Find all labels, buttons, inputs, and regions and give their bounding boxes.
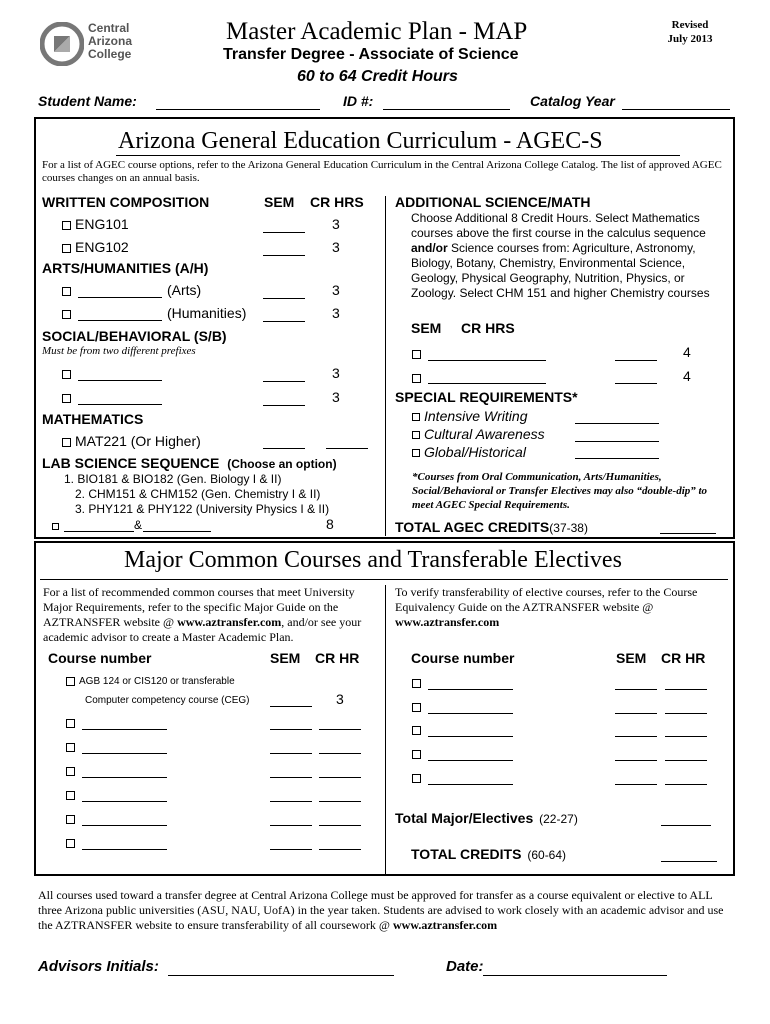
mat221-row — [62, 433, 201, 449]
social-course-field-1[interactable] — [78, 380, 162, 381]
eng102-credits: 3 — [332, 239, 340, 255]
checkbox[interactable] — [62, 244, 71, 253]
checkbox[interactable] — [62, 370, 71, 379]
major-right-sem-field-5[interactable] — [615, 784, 657, 785]
total-major-text: Total Major/Electives — [395, 810, 534, 826]
major-left-course-field-2[interactable] — [82, 753, 167, 754]
catalog-year-field[interactable] — [622, 109, 730, 110]
eng102-row — [62, 239, 129, 255]
catalog-year-label: Catalog Year — [530, 93, 615, 109]
agec-title-underline — [116, 155, 680, 156]
student-name-field[interactable] — [156, 109, 320, 110]
major-left-checkbox-6[interactable] — [66, 835, 79, 853]
ceg-sem-field[interactable] — [270, 706, 312, 707]
major-right-checkbox-3[interactable] — [412, 722, 425, 740]
major-left-checkbox-1[interactable] — [66, 715, 79, 733]
major-right-intro — [395, 585, 725, 630]
major-left-cr-field-3[interactable] — [319, 777, 361, 778]
total-agec-label — [395, 519, 588, 535]
major-left-sem-field-3[interactable] — [270, 777, 312, 778]
social-sem-field-1[interactable] — [263, 381, 305, 382]
major-right-course-field-5[interactable] — [428, 784, 513, 785]
checkbox[interactable] — [412, 413, 420, 421]
logo-text-line2: Arizona — [88, 34, 133, 48]
social-row-2 — [62, 389, 75, 405]
eng102-label: ENG102 — [75, 239, 129, 255]
major-left-cr-field-2[interactable] — [319, 753, 361, 754]
total-credits-field[interactable] — [661, 861, 717, 862]
major-right-cr-field-3[interactable] — [665, 736, 707, 737]
major-left-sem-field-6[interactable] — [270, 849, 312, 850]
total-credits-label — [411, 846, 566, 862]
major-right-checkbox-2[interactable] — [412, 699, 425, 717]
arts-sem-field[interactable] — [263, 298, 305, 299]
humanities-row — [62, 305, 75, 321]
lab-science-heading — [42, 455, 337, 471]
major-column-divider — [385, 585, 386, 875]
page-title: Master Academic Plan - MAP — [226, 18, 528, 45]
add-sci-sem-field-2[interactable] — [615, 383, 657, 384]
major-left-cr-field-6[interactable] — [319, 849, 361, 850]
add-sci-course-field-2[interactable] — [428, 383, 546, 384]
humanities-label: (Humanities) — [167, 305, 247, 321]
major-left-intro — [43, 585, 381, 645]
major-right-cr-heading: CR HR — [661, 650, 706, 666]
revised-date: July 2013 — [667, 33, 713, 45]
add-sci-heading: ADDITIONAL SCIENCE/MATH — [395, 194, 591, 210]
add-sci-sem-field-1[interactable] — [615, 360, 657, 361]
major-left-sem-heading: SEM — [270, 650, 301, 666]
humanities-credits: 3 — [332, 305, 340, 321]
agec-column-divider — [385, 196, 386, 536]
college-logo — [40, 22, 84, 66]
logo-text-line1: Central — [88, 21, 130, 35]
total-major-range: (22-27) — [539, 812, 578, 826]
sem-heading: SEM — [264, 194, 295, 210]
lab-row — [52, 519, 63, 533]
social-course-field-2[interactable] — [78, 404, 162, 405]
ceg-label: Computer competency course (CEG) — [85, 695, 250, 706]
major-right-course-heading: Course number — [411, 650, 515, 666]
major-right-sem-field-4[interactable] — [615, 760, 657, 761]
major-title-underline — [40, 579, 728, 580]
lab-science-label: LAB SCIENCE SEQUENCE — [42, 455, 220, 471]
major-right-checkbox-4[interactable] — [412, 746, 425, 764]
major-left-checkbox-2[interactable] — [66, 739, 79, 757]
aztransfer-link[interactable]: www.aztransfer.com — [395, 615, 500, 629]
math-heading: MATHEMATICS — [42, 411, 144, 427]
add-sci-course-field-1[interactable] — [428, 360, 546, 361]
aztransfer-link[interactable]: www.aztransfer.com — [392, 918, 498, 932]
advisor-initials-label: Advisors Initials: — [38, 958, 159, 975]
id-label: ID #: — [343, 93, 374, 109]
checkbox[interactable] — [62, 287, 71, 296]
lab-credits: 8 — [326, 516, 334, 532]
major-left-sem-field-5[interactable] — [270, 825, 312, 826]
add-sci-text-a: Choose Additional 8 Credit Hours. Select Mathematics courses above the first course in the calculus sequence — [411, 211, 706, 240]
page-subtitle: Transfer Degree - Associate of Science — [223, 46, 519, 63]
lab-course-field-2[interactable] — [143, 531, 211, 532]
major-left-sem-field-1[interactable] — [270, 729, 312, 730]
major-left-intro-b: , and/or see your academic advisor to create a Master Academic Plan. — [43, 615, 362, 644]
written-comp-heading: WRITTEN COMPOSITION — [42, 194, 210, 210]
cultural-row — [412, 426, 545, 442]
arts-course-field[interactable] — [78, 297, 162, 298]
major-right-intro-a: To verify transferability of elective courses, refer to the Course Equivalency Guide on the AZTRANSFER website @ — [395, 585, 698, 614]
add-sci-row-2 — [412, 369, 425, 385]
revised-label: Revised — [671, 19, 709, 31]
special-req-heading: SPECIAL REQUIREMENTS* — [395, 389, 578, 405]
major-left-cr-field-5[interactable] — [319, 825, 361, 826]
major-right-sem-field-3[interactable] — [615, 736, 657, 737]
checkbox[interactable] — [412, 374, 421, 383]
intensive-label: Intensive Writing — [424, 408, 528, 424]
arts-credits: 3 — [332, 282, 340, 298]
major-right-cr-field-1[interactable] — [665, 689, 707, 690]
social-heading: SOCIAL/BEHAVIORAL (S/B) — [42, 328, 227, 344]
checkbox[interactable] — [66, 677, 75, 686]
cultural-field[interactable] — [575, 441, 659, 442]
major-left-course-heading: Course number — [48, 650, 152, 666]
major-left-cr-heading: CR HR — [315, 650, 360, 666]
date-field[interactable] — [483, 975, 667, 976]
agec-intro: For a list of AGEC course options, refer to the Arizona General Education Curriculum in the Central Arizona College Catalog. The list of approved AGEC courses changes on an annual basis. — [42, 159, 722, 184]
add-sci-sem-heading: SEM — [411, 320, 442, 336]
footer-note — [38, 888, 734, 933]
add-sci-cr-heading: CR HRS — [461, 320, 515, 336]
cr-hrs-heading: CR HRS — [310, 194, 364, 210]
add-sci-text-b: Science courses from: Agriculture, Astronomy, Biology, Botany, Chemistry, Environmental Science, Geology, Physical Geography, Nutrition, Physics, or Zoology. Select CHM 151 and higher Chemistry courses — [411, 241, 710, 300]
logo-text-line3: College — [88, 47, 132, 61]
major-right-cr-field-5[interactable] — [665, 784, 707, 785]
total-agec-field[interactable] — [660, 533, 716, 534]
lab-option-2: 2. CHM151 & CHM152 (Gen. Chemistry I & II) — [75, 487, 321, 501]
social-credits-2: 3 — [332, 389, 340, 405]
id-field[interactable] — [383, 109, 510, 110]
arts-row — [62, 282, 75, 298]
major-right-checkbox-1[interactable] — [412, 675, 425, 693]
agb-row — [66, 676, 235, 687]
prefix-note: Must be from two different prefixes — [42, 345, 196, 357]
total-credits-range: (60-64) — [527, 848, 567, 862]
total-agec-range: (37-38) — [549, 521, 588, 535]
major-title: Major Common Courses and Transferable Electives — [124, 547, 622, 573]
eng101-sem-field[interactable] — [263, 232, 305, 233]
arts-label: (Arts) — [167, 282, 202, 298]
major-right-cr-field-4[interactable] — [665, 760, 707, 761]
total-major-label — [395, 810, 578, 826]
social-credits-1: 3 — [332, 365, 340, 381]
eng101-credits: 3 — [332, 216, 340, 232]
mat221-credits-field[interactable] — [326, 448, 368, 449]
aztransfer-link[interactable]: www.aztransfer.com — [177, 615, 282, 629]
major-right-sem-field-2[interactable] — [615, 713, 657, 714]
major-left-cr-field-4[interactable] — [319, 801, 361, 802]
global-row — [412, 444, 526, 460]
eng101-row — [62, 216, 129, 232]
intensive-row — [412, 408, 527, 424]
lab-option-1: 1. BIO181 & BIO182 (Gen. Biology I & II) — [64, 472, 282, 486]
major-left-course-field-6[interactable] — [82, 849, 167, 850]
lab-option-3: 3. PHY121 & PHY122 (University Physics I & II) — [75, 502, 330, 516]
checkbox[interactable] — [52, 523, 59, 530]
checkbox[interactable] — [412, 431, 420, 439]
checkbox[interactable] — [62, 394, 71, 403]
lab-science-option: (Choose an option) — [227, 457, 337, 471]
major-left-sem-field-2[interactable] — [270, 753, 312, 754]
major-right-course-field-1[interactable] — [428, 689, 513, 690]
major-right-course-field-2[interactable] — [428, 713, 513, 714]
total-major-field[interactable] — [661, 825, 711, 826]
checkbox[interactable] — [412, 350, 421, 359]
global-label: Global/Historical — [424, 444, 526, 460]
checkbox[interactable] — [62, 438, 71, 447]
credit-hours: 60 to 64 Credit Hours — [297, 68, 458, 85]
double-dip-note: *Courses from Oral Communication, Arts/Humanities, Social/Behavioral or Transfer Electives may also “double-dip” to meet AGEC Special Requirements. — [412, 471, 708, 511]
major-right-course-field-3[interactable] — [428, 736, 513, 737]
eng102-sem-field[interactable] — [263, 255, 305, 256]
major-left-checkbox-4[interactable] — [66, 787, 79, 805]
major-right-cr-field-2[interactable] — [665, 713, 707, 714]
major-left-cr-field-1[interactable] — [319, 729, 361, 730]
mat221-sem-field[interactable] — [263, 448, 305, 449]
footer-note-text: All courses used toward a transfer degree at Central Arizona College must be approved for transfer as a course equivalent or elective to ALL three Arizona public universities (ASU, NAU, UofA) in the year taken. Students are advised to work closely with an academic advisor and use the AZTRANSFER website to ensure transferability of all coursework @ — [38, 888, 724, 932]
agb-label: AGB 124 or CIS120 or transferable — [79, 676, 235, 687]
major-left-sem-field-4[interactable] — [270, 801, 312, 802]
add-sci-andor: and/or — [411, 241, 448, 255]
social-sem-field-2[interactable] — [263, 405, 305, 406]
arts-hum-heading: ARTS/HUMANITIES (A/H) — [42, 260, 209, 276]
major-left-course-field-4[interactable] — [82, 801, 167, 802]
major-right-sem-field-1[interactable] — [615, 689, 657, 690]
eng101-label: ENG101 — [75, 216, 129, 232]
major-left-checkbox-5[interactable] — [66, 811, 79, 829]
lab-amp: & — [134, 518, 143, 532]
major-left-checkbox-3[interactable] — [66, 763, 79, 781]
total-credits-text: TOTAL CREDITS — [411, 846, 522, 862]
total-agec-text: TOTAL AGEC CREDITS — [395, 519, 550, 535]
add-sci-row-1 — [412, 345, 425, 361]
social-row-1 — [62, 365, 75, 381]
mat221-label: MAT221 (Or Higher) — [75, 433, 201, 449]
checkbox[interactable] — [412, 449, 420, 457]
logo-mark-icon — [40, 22, 84, 66]
major-left-course-field-5[interactable] — [82, 825, 167, 826]
cultural-label: Cultural Awareness — [424, 426, 545, 442]
ceg-credits: 3 — [336, 691, 344, 707]
date-label: Date: — [446, 958, 484, 975]
major-right-course-field-4[interactable] — [428, 760, 513, 761]
major-right-checkbox-5[interactable] — [412, 770, 425, 788]
intensive-field[interactable] — [575, 423, 659, 424]
humanities-sem-field[interactable] — [263, 321, 305, 322]
add-sci-text — [411, 211, 731, 301]
major-left-course-field-3[interactable] — [82, 777, 167, 778]
lab-course-field-1[interactable] — [64, 531, 134, 532]
major-left-course-field-1[interactable] — [82, 729, 167, 730]
agec-title: Arizona General Education Curriculum - AGEC-S — [118, 128, 603, 154]
major-left-intro-a: For a list of recommended common courses that meet University Major Requirements, refer to the specific Major Guide on the AZTRANSFER website @ — [43, 585, 355, 629]
global-field[interactable] — [575, 458, 659, 459]
advisor-initials-field[interactable] — [168, 975, 394, 976]
checkbox[interactable] — [62, 310, 71, 319]
checkbox[interactable] — [62, 221, 71, 230]
add-sci-credits-2: 4 — [683, 368, 691, 384]
humanities-course-field[interactable] — [78, 320, 162, 321]
student-name-label: Student Name: — [38, 93, 137, 109]
add-sci-credits-1: 4 — [683, 344, 691, 360]
major-right-sem-heading: SEM — [616, 650, 647, 666]
